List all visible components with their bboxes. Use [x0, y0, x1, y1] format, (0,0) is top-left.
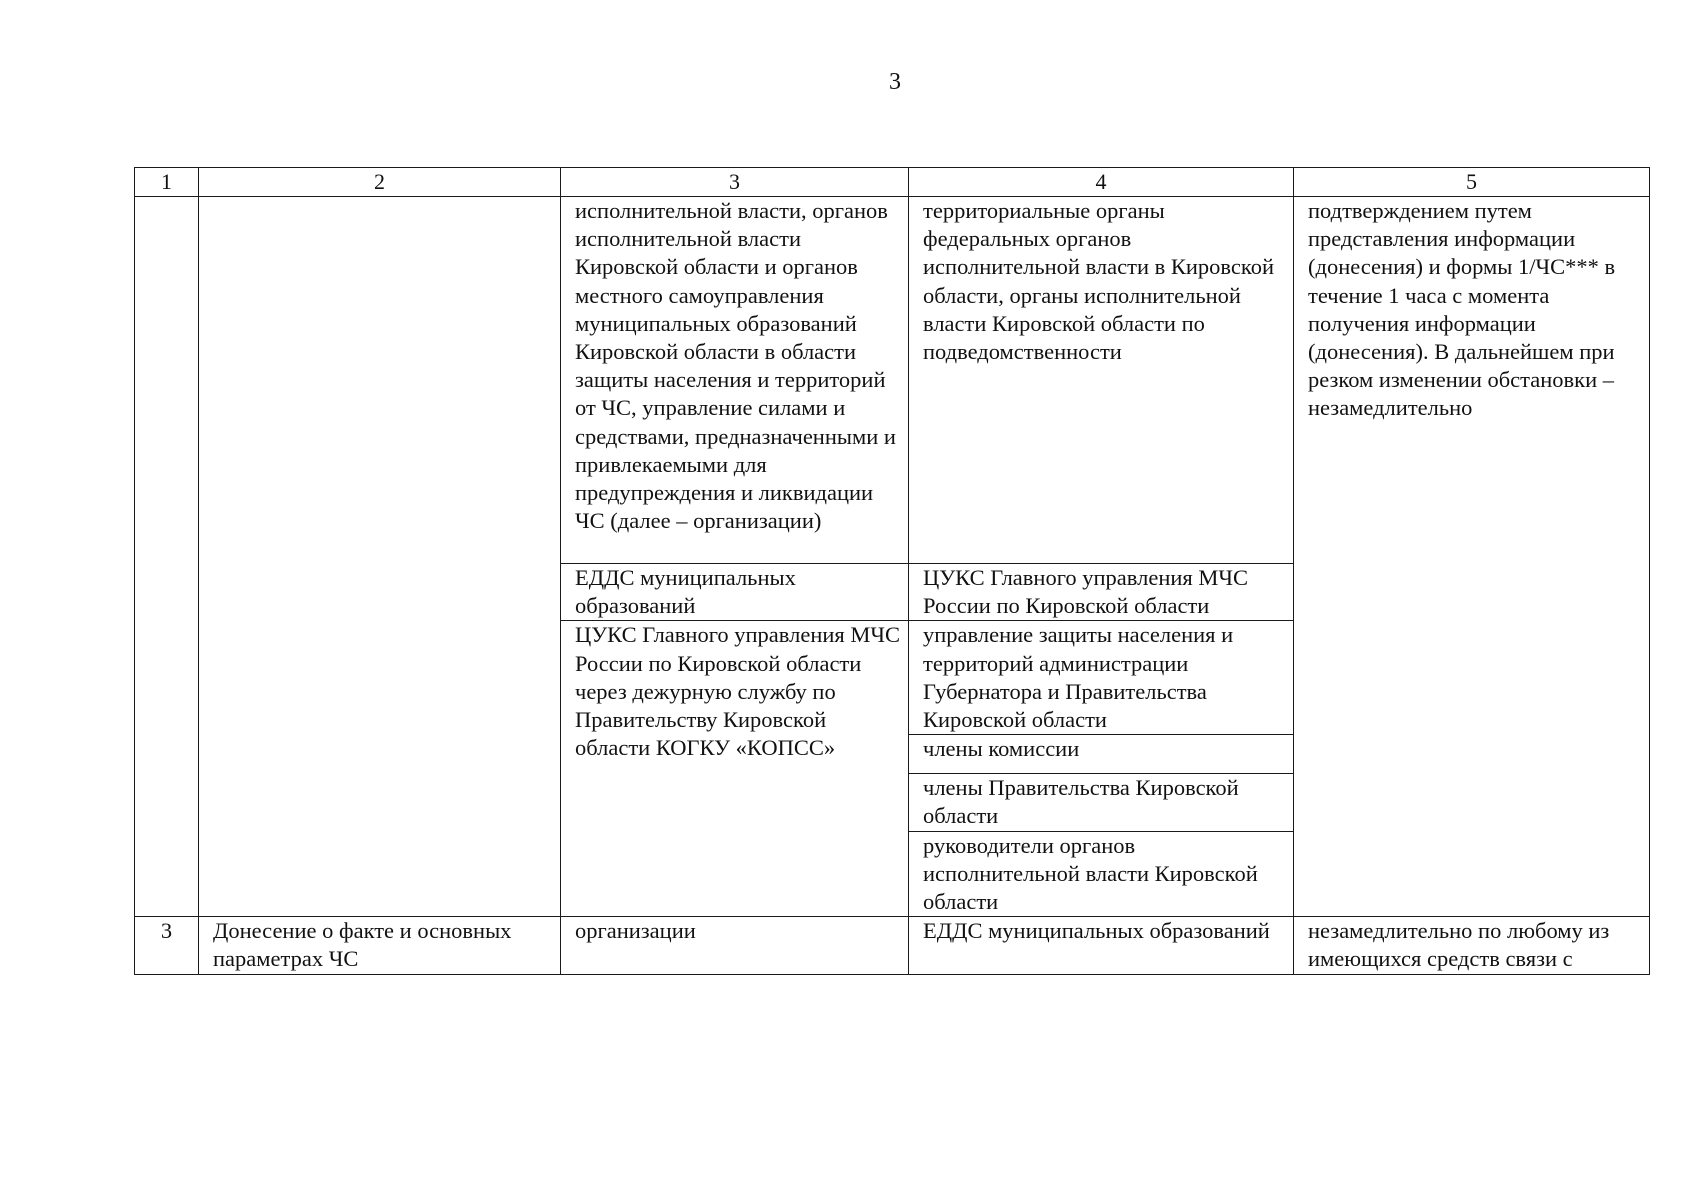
sender-text: ЦУКС Главного управления МЧС России по Кировской области через дежурную службу по Правительству Кировской области КОГКУ «КОПСС» — [575, 622, 901, 761]
recipient-cell-territorial — [909, 197, 1294, 564]
sender-cell-organizations — [561, 197, 909, 564]
sender-cell-tsuks — [561, 621, 909, 917]
recipient-text: ЦУКС Главного управления МЧС России по Кировской области — [923, 565, 1249, 619]
row-number-cell — [135, 197, 199, 917]
recipient-cell-list — [909, 621, 1294, 917]
recipient-cell: ЕДДС муниципальных образований — [909, 917, 1294, 974]
column-number-row — [135, 168, 1650, 197]
column-header-4: 4 — [909, 168, 1294, 197]
recipient-item: члены Правительства Кировской области — [909, 774, 1293, 831]
deadline-cell: незамедлительно по любому из имеющихся средств связи с — [1294, 917, 1650, 974]
row-number-cell: 3 — [135, 917, 199, 974]
column-header-1: 1 — [135, 168, 199, 197]
recipient-item: руководители органов исполнительной власти Кировской области — [909, 831, 1293, 916]
table-row-3 — [135, 917, 1650, 974]
sender-text: ЕДДС муниципальных образований — [575, 565, 796, 619]
column-header-3: 3 — [561, 168, 909, 197]
column-header-5: 5 — [1294, 168, 1650, 197]
report-name-cell — [199, 197, 561, 917]
recipient-item: члены комиссии — [909, 735, 1293, 774]
recipient-text: территориальные органы федеральных органов исполнительной власти в Кировской области, органы исполнительной власти Кировской области по подведомственности — [923, 198, 1274, 365]
table-row-continued — [135, 197, 1650, 564]
report-name-cell: Донесение о факте и основных параметрах ЧС — [199, 917, 561, 974]
sender-cell: организации — [561, 917, 909, 974]
recipient-cell-tsuks — [909, 564, 1294, 621]
page-number: 3 — [889, 69, 901, 95]
deadline-cell — [1294, 197, 1650, 917]
deadline-text: подтверждением путем представления информации (донесения) и формы 1/ЧС*** в течение 1 часа с момента получения информации (донесения). В дальнейшем при резком изменении обстановки – незамедлительно — [1308, 198, 1616, 421]
report-table — [134, 167, 1650, 975]
sender-text: исполнительной власти, органов исполнительной власти Кировской области и органов местного самоуправления муниципальных образований Кировской области в области защиты населения и территорий от ЧС, управление силами и средствами, предназначенными и привлекаемыми для предупреждения и ликвидации ЧС (далее – организации) — [575, 198, 896, 534]
sender-cell-edds — [561, 564, 909, 621]
recipient-subtable — [909, 621, 1293, 916]
column-header-2: 2 — [199, 168, 561, 197]
recipient-item: управление защиты населения и территорий администрации Губернатора и Правительства Кировской области — [923, 622, 1234, 733]
